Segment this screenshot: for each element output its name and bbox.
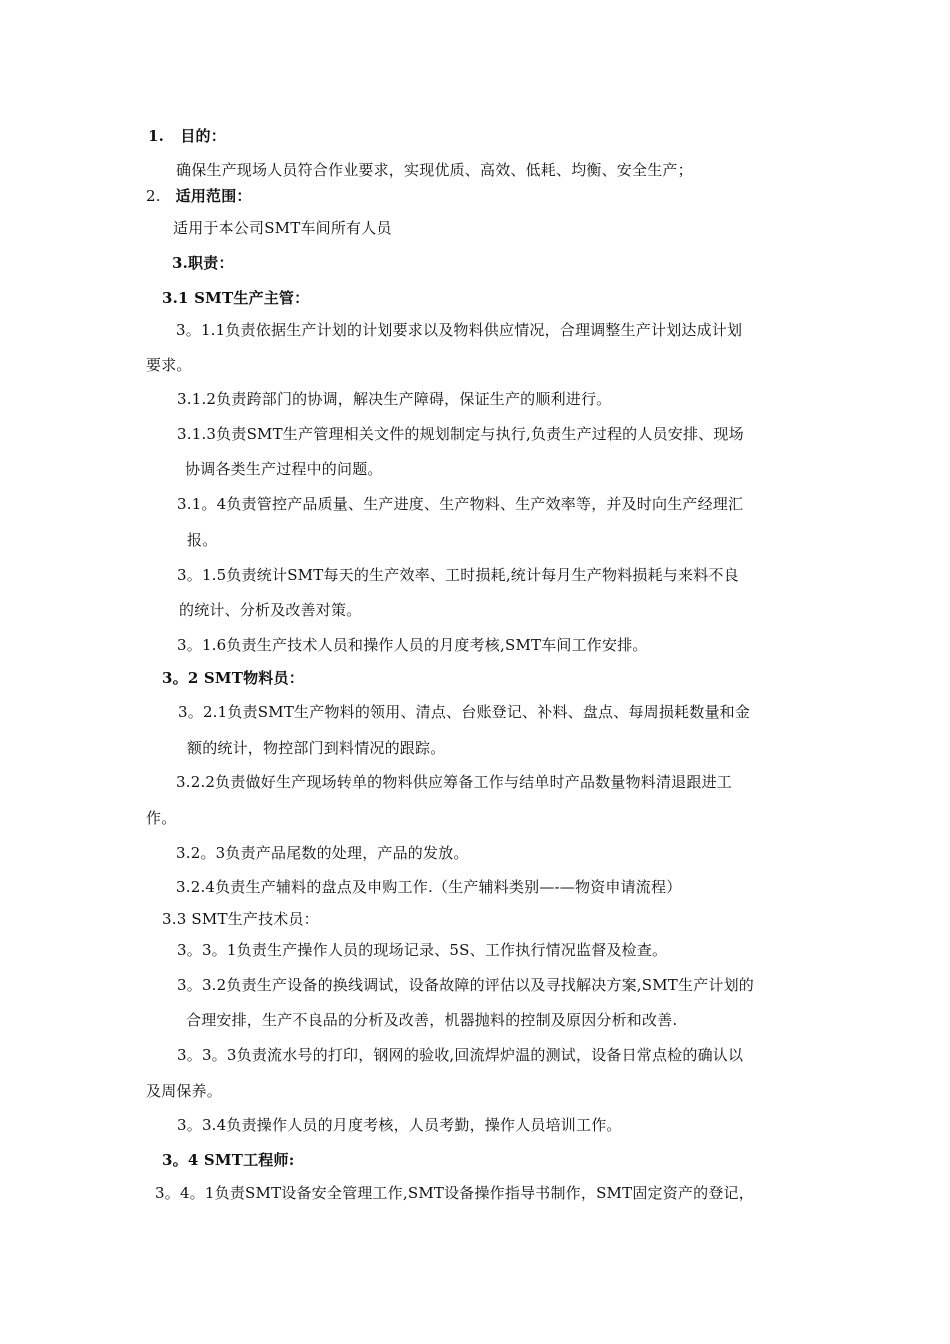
section-1-number: 1. xyxy=(148,127,165,145)
supervisor-item-4-cont: 报。 xyxy=(187,531,218,549)
supervisor-item-5-cont: 的统计、分析及改善对策。 xyxy=(179,601,362,619)
section-1-body: 确保生产现场人员符合作业要求，实现优质、高效、低耗、均衡、安全生产； xyxy=(176,161,693,179)
supervisor-item-2: 3.1.2负责跨部门的协调，解决生产障碍，保证生产的顺利进行。 xyxy=(177,390,612,408)
technician-item-1: 3。3。1负责生产操作人员的现场记录、5S、工作执行情况监督及检查。 xyxy=(177,941,668,959)
technician-item-4: 3。3.4负责操作人员的月度考核，人员考勤，操作人员培训工作。 xyxy=(177,1116,622,1134)
section-1-title: 目的： xyxy=(180,127,226,145)
section-1-heading xyxy=(148,126,226,146)
section-2-title: 适用范围： xyxy=(175,187,252,205)
material-item-3: 3.2。3负责产品尾数的处理，产品的发放。 xyxy=(176,844,469,862)
section-2-body: 适用于本公司SMT车间所有人员 xyxy=(173,219,392,237)
material-item-4: 3.2.4负责生产辅料的盘点及申购工作.（生产辅料类别—-—物资申请流程） xyxy=(176,878,682,896)
supervisor-heading: 3.1 SMT生产主管： xyxy=(162,289,310,307)
material-heading: 3。2 SMT物料员： xyxy=(162,669,304,687)
technician-item-3: 3。3。3负责流水号的打印，钢网的验收,回流焊炉温的测试，设备日常点检的确认以 xyxy=(177,1046,744,1064)
section-2-number: 2. xyxy=(146,187,161,205)
supervisor-item-4: 3.1。4负责管控产品质量、生产进度、生产物料、生产效率等，并及时向生产经理汇 xyxy=(177,495,744,513)
section-2-heading xyxy=(146,186,252,206)
engineer-heading: 3。4 SMT工程师: xyxy=(162,1151,295,1169)
material-item-2-cont: 作。 xyxy=(146,809,177,827)
material-item-1-cont: 额的统计，物控部门到料情况的跟踪。 xyxy=(187,739,446,757)
supervisor-item-3-cont: 协调各类生产过程中的问题。 xyxy=(185,460,383,478)
material-item-2: 3.2.2负责做好生产现场转单的物料供应筹备工作与结单时产品数量物料清退跟进工 xyxy=(176,773,732,791)
supervisor-item-1-cont: 要求。 xyxy=(146,356,192,374)
technician-item-3-cont: 及周保养。 xyxy=(146,1082,223,1100)
technician-heading: 3.3 SMT生产技术员： xyxy=(162,910,319,928)
section-3-heading: 3.职责： xyxy=(172,254,234,272)
supervisor-item-3: 3.1.3负责SMT生产管理相关文件的规划制定与执行,负责生产过程的人员安排、现场 xyxy=(177,425,744,443)
supervisor-item-6: 3。1.6负责生产技术人员和操作人员的月度考核,SMT车间工作安排。 xyxy=(177,636,648,654)
technician-item-2-cont: 合理安排，生产不良品的分析及改善，机器抛料的控制及原因分析和改善. xyxy=(186,1011,678,1029)
technician-item-2: 3。3.2负责生产设备的换线调试，设备故障的评估以及寻找解决方案,SMT生产计划的 xyxy=(177,976,755,994)
engineer-item-1: 3。4。1负责SMT设备安全管理工作,SMT设备操作指导书制作，SMT固定资产的登记， xyxy=(155,1184,754,1202)
supervisor-item-1: 3。1.1负责依据生产计划的计划要求以及物料供应情况，合理调整生产计划达成计划 xyxy=(176,321,743,339)
material-item-1: 3。2.1负责SMT生产物料的领用、清点、台账登记、补料、盘点、每周损耗数量和金 xyxy=(178,703,751,721)
supervisor-item-5: 3。1.5负责统计SMT每天的生产效率、工时损耗,统计每月生产物料损耗与来料不良 xyxy=(177,566,739,584)
